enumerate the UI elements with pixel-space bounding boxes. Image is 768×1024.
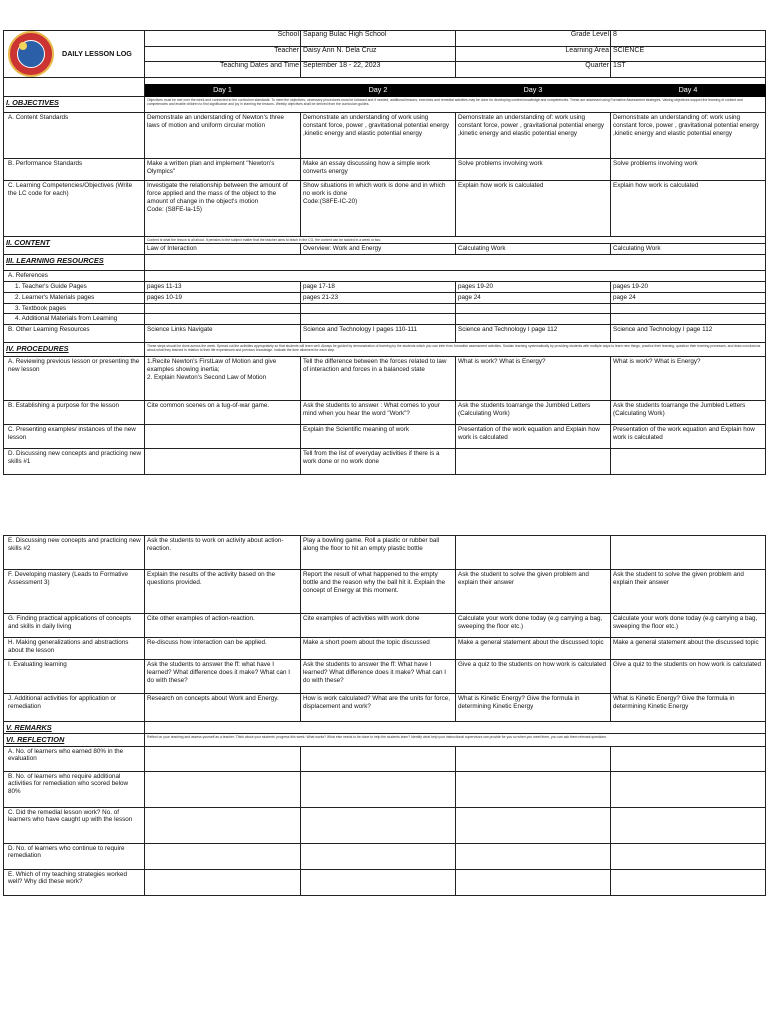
procedure-a-day-1: 1.Recite Newton's FirstLaw of Motion and give examples showing inertia; 2. Explain Newton's Second Law of Motion — [145, 357, 301, 401]
reflection-a-label: A. No. of learners who earned 80% in the evaluation — [4, 746, 145, 771]
teacher-value: Daisy Ann N. Dela Cruz — [301, 46, 456, 62]
content-day-2: Overview: Work and Energy — [301, 244, 456, 255]
other-resources-day-1: Science Links Navigate — [145, 325, 301, 343]
learners-materials-day-2: pages 21-23 — [301, 292, 456, 303]
learning-area-label: Learning Area — [456, 46, 611, 62]
procedure-b-day-3: Ask the students toarrange the Jumbled Letters (Calculating Work) — [456, 401, 611, 425]
textbook-pages-label: 3. Textbook pages — [4, 303, 145, 314]
remarks-heading: V. REMARKS — [4, 722, 145, 734]
reflection-b-label: B. No. of learners who require additional activities for remediation who scored below 80% — [4, 771, 145, 807]
teachers-guide-day-4: pages 19-20 — [611, 281, 766, 292]
other-resources-day-2: Science and Technology I pages 110-111 — [301, 325, 456, 343]
procedure-g-day-3: Calculate your work done today (e.g carrying a bag, sweeping the floor etc.) — [456, 614, 611, 638]
procedure-h-day-4: Make a general statement about the discussed topic — [611, 638, 766, 660]
procedure-c-day-3: Presentation of the work equation and Explain how work is calculated — [456, 425, 611, 449]
procedure-i-day-2: Ask the students to answer the ff: What have I learned? What difference does it make? What can I do with these? — [301, 660, 456, 694]
reflection-d-label: D. No. of learners who continue to require remediation — [4, 843, 145, 869]
content-standards-day-4: Demonstrate an understanding of: work using constant force, power , gravitational potential energy ,kinetic energy and elastic potential energy — [611, 113, 766, 159]
procedure-f-day-1: Explain the results of the activity based on the questions provided. — [145, 570, 301, 614]
reflection-heading: VI. REFLECTION — [4, 734, 145, 746]
procedures-note: These steps should be done across the week. Spread out the activities appropriately so that students will learn well. Always be guided by demonstration of learning by the students which you can infer from formative assessment activities. Sustain learning systematically by providing students with multiple ways to learn new things, practice their learning, question their learning processes, and draw conclusions about what they learned in relation to their life experiences and previous knowledge. Indicate the time allotment for each step. — [145, 343, 766, 357]
teacher-label: Teacher — [145, 46, 301, 62]
content-day-1: Law of Interaction — [145, 244, 301, 255]
procedure-j-day-4: What is Kinetic Energy? Give the formula in determining Kinetic Energy — [611, 694, 766, 722]
lesson-log-table-page-1 — [3, 30, 766, 475]
competencies-label: C. Learning Competencies/Objectives (Write the LC code for each) — [4, 181, 145, 237]
other-resources-label: B. Other Learning Resources — [4, 325, 145, 343]
references-label: A. References — [4, 270, 145, 281]
content-note: Content is what the lesson is all about. It pertains to the subject matter that the teacher aims to teach in the CG, the content can be tackled in a week or two. — [145, 237, 766, 244]
procedure-f-day-4: Ask the student to solve the given problem and explain their answer — [611, 570, 766, 614]
procedure-b-label: B. Establishing a purpose for the lesson — [4, 401, 145, 425]
procedure-e-day-4 — [611, 536, 766, 570]
competencies-day-4: Explain how work is calculated — [611, 181, 766, 237]
performance-standards-day-1: Make a written plan and implement "Newton's Olympics" — [145, 159, 301, 181]
grade-level-label: Grade Level — [456, 31, 611, 47]
procedure-a-day-2: Tell the difference between the forces related to law of interaction and forces in a balanced state — [301, 357, 456, 401]
performance-standards-day-3: Solve problems involving work — [456, 159, 611, 181]
teachers-guide-day-2: page 17-18 — [301, 281, 456, 292]
learners-materials-label: 2. Learner's Materials pages — [4, 292, 145, 303]
procedure-g-label: G. Finding practical applications of concepts and skills in daily living — [4, 614, 145, 638]
school-value: Sapang Bulac High School — [301, 31, 456, 47]
header-logo-title-cell — [4, 31, 145, 78]
procedures-heading: IV. PROCEDURES — [4, 343, 145, 357]
teaching-dates-value: September 18 - 22, 2023 — [301, 62, 456, 78]
school-label: School — [145, 31, 301, 47]
procedure-d-label: D. Discussing new concepts and practicing new skills #1 — [4, 449, 145, 475]
content-day-4: Calculating Work — [611, 244, 766, 255]
procedure-f-day-2: Report the result of what happened to the empty bottle and the reason why the ball hit it. Explain the concept of Energy at this moment. — [301, 570, 456, 614]
teachers-guide-label: 1. Teacher's Guide Pages — [4, 281, 145, 292]
procedure-j-day-1: Research on concepts about Work and Energy. — [145, 694, 301, 722]
procedure-a-day-3: What is work? What is Energy? — [456, 357, 611, 401]
content-day-3: Calculating Work — [456, 244, 611, 255]
procedure-h-day-1: Re-discuss how interaction can be applied. — [145, 638, 301, 660]
day-4-header: Day 4 — [611, 85, 766, 97]
procedure-c-day-4: Presentation of the work equation and Explain how work is calculated — [611, 425, 766, 449]
procedure-j-day-3: What is Kinetic Energy? Give the formula in determining Kinetic Energy — [456, 694, 611, 722]
objectives-heading: I. OBJECTIVES — [4, 97, 145, 113]
procedure-d-day-3 — [456, 449, 611, 475]
content-standards-day-2: Demonstrate an understanding of work using constant force, power , gravitational potential energy ,kinetic energy and elastic potential energy — [301, 113, 456, 159]
reflection-c-label: C. Did the remedial lesson work? No. of learners who have caught up with the lesson — [4, 807, 145, 843]
competencies-day-1: Investigate the relationship between the amount of force applied and the mass of the object to the amount of change in the object's motion Code: (S8FE-Ia-15) — [145, 181, 301, 237]
performance-standards-day-4: Solve problems involving work — [611, 159, 766, 181]
procedure-h-day-2: Make a short poem about the topic discussed — [301, 638, 456, 660]
procedure-b-day-2: Ask the students to answer : What comes to your mind when you hear the word "Work"? — [301, 401, 456, 425]
day-3-header: Day 3 — [456, 85, 611, 97]
procedure-i-label: I. Evaluating learning — [4, 660, 145, 694]
learning-area-value: SCIENCE — [611, 46, 766, 62]
procedure-b-day-1: Cite common scenes on a tug-of-war game. — [145, 401, 301, 425]
reflection-e-label: E. Which of my teaching strategies worked well? Why did these work? — [4, 869, 145, 895]
learners-materials-day-1: pages 10-19 — [145, 292, 301, 303]
procedure-e-day-3 — [456, 536, 611, 570]
deped-seal-logo — [4, 31, 58, 77]
competencies-day-3: Explain how work is calculated — [456, 181, 611, 237]
additional-materials-label: 4. Additional Materials from Learning — [4, 314, 145, 325]
procedure-d-day-4 — [611, 449, 766, 475]
procedure-j-day-2: How is work calculated? What are the units for force, displacement and work? — [301, 694, 456, 722]
day-2-header: Day 2 — [301, 85, 456, 97]
grade-level-value: 8 — [611, 31, 766, 47]
objectives-note: Objectives must be met over the week and connected to the curriculum standards. To meet the objectives, necessary procedures must be followed and if needed, additional lessons, exercises and remedial activities may be done for developing content knowledge and competencies. These are assessed using Formative Assessment strategies. Valuing objectives support the learning of content and competencies and enable children to find significance and joy in learning the lessons. Weekly objectives shall be derived from the curriculum guides. — [145, 97, 766, 113]
procedure-e-day-2: Play a bowling game. Roll a plastic or rubber ball along the floor to hit an empty plastic bottle — [301, 536, 456, 570]
procedure-g-day-4: Calculate your work done today (e.g carrying a bag, sweeping the floor etc.) — [611, 614, 766, 638]
procedure-g-day-2: Cite examples of activities with work done — [301, 614, 456, 638]
teachers-guide-day-3: pages 19-20 — [456, 281, 611, 292]
procedure-i-day-1: Ask the students to answer the ff: what have I learned? What difference does it make? What can I do with these? — [145, 660, 301, 694]
teaching-dates-label: Teaching Dates and Time — [145, 62, 301, 78]
procedure-i-day-3: Give a quiz to the students on how work is calculated — [456, 660, 611, 694]
content-standards-day-1: Demonstrate an understanding of Newton's three laws of motion and uniform circular motion — [145, 113, 301, 159]
procedure-f-label: F. Developing mastery (Leads to Formative Assessment 3) — [4, 570, 145, 614]
procedure-a-label: A. Reviewing previous lesson or presenting the new lesson — [4, 357, 145, 401]
procedure-g-day-1: Cite other examples of action-reaction. — [145, 614, 301, 638]
performance-standards-day-2: Make an essay discussing how a simple work converts energy — [301, 159, 456, 181]
daily-lesson-log-title: DAILY LESSON LOG — [62, 48, 132, 58]
other-resources-day-4: Science and Technology I page 112 — [611, 325, 766, 343]
content-standards-label: A. Content Standards — [4, 113, 145, 159]
procedure-i-day-4: Give a quiz to the students on how work is calculated — [611, 660, 766, 694]
procedure-h-day-3: Make a general statement about the discussed topic — [456, 638, 611, 660]
procedure-h-label: H. Making generalizations and abstractions about the lesson — [4, 638, 145, 660]
procedure-d-day-2: Tell from the list of everyday activities if there is a work done or no work done — [301, 449, 456, 475]
quarter-label: Quarter — [456, 62, 611, 78]
procedure-c-label: C. Presenting examples/ instances of the new lesson — [4, 425, 145, 449]
lesson-log-table-page-2 — [3, 535, 766, 896]
learners-materials-day-3: page 24 — [456, 292, 611, 303]
procedure-f-day-3: Ask the student to solve the given problem and explain their answer — [456, 570, 611, 614]
procedure-b-day-4: Ask the students toarrange the Jumbled Letters (Calculating Work) — [611, 401, 766, 425]
procedure-e-label: E. Discussing new concepts and practicing new skills #2 — [4, 536, 145, 570]
other-resources-day-3: Science and Technology I page 112 — [456, 325, 611, 343]
procedure-c-day-1 — [145, 425, 301, 449]
competencies-day-2: Show situations in which work is done and in which no work is done Code:(S8FE-IC-20) — [301, 181, 456, 237]
day-1-header: Day 1 — [145, 85, 301, 97]
procedure-d-day-1 — [145, 449, 301, 475]
quarter-value: 1ST — [611, 62, 766, 78]
procedure-e-day-1: Ask the students to work on activity about action-reaction. — [145, 536, 301, 570]
procedure-a-day-4: What is work? What is Energy? — [611, 357, 766, 401]
procedure-c-day-2: Explain the Scientific meaning of work — [301, 425, 456, 449]
teachers-guide-day-1: pages 11-13 — [145, 281, 301, 292]
procedure-j-label: J. Additional activities for application or remediation — [4, 694, 145, 722]
performance-standards-label: B. Performance Standards — [4, 159, 145, 181]
reflection-note: Reflect on your teaching and assess yourself as a teacher. Think about your students' progress this week. What works? What else needs to be done to help the students learn? Identify what help your instructional supervisors can provide for you so when you meet them, you can ask them relevant questions. — [145, 734, 766, 746]
content-heading: II. CONTENT — [4, 237, 145, 255]
learners-materials-day-4: page 24 — [611, 292, 766, 303]
content-standards-day-3: Demonstrate an understanding of: work using constant force, power , gravitational potential energy ,kinetic energy and elastic potential energy — [456, 113, 611, 159]
learning-resources-heading: III. LEARNING RESOURCES — [4, 254, 145, 270]
